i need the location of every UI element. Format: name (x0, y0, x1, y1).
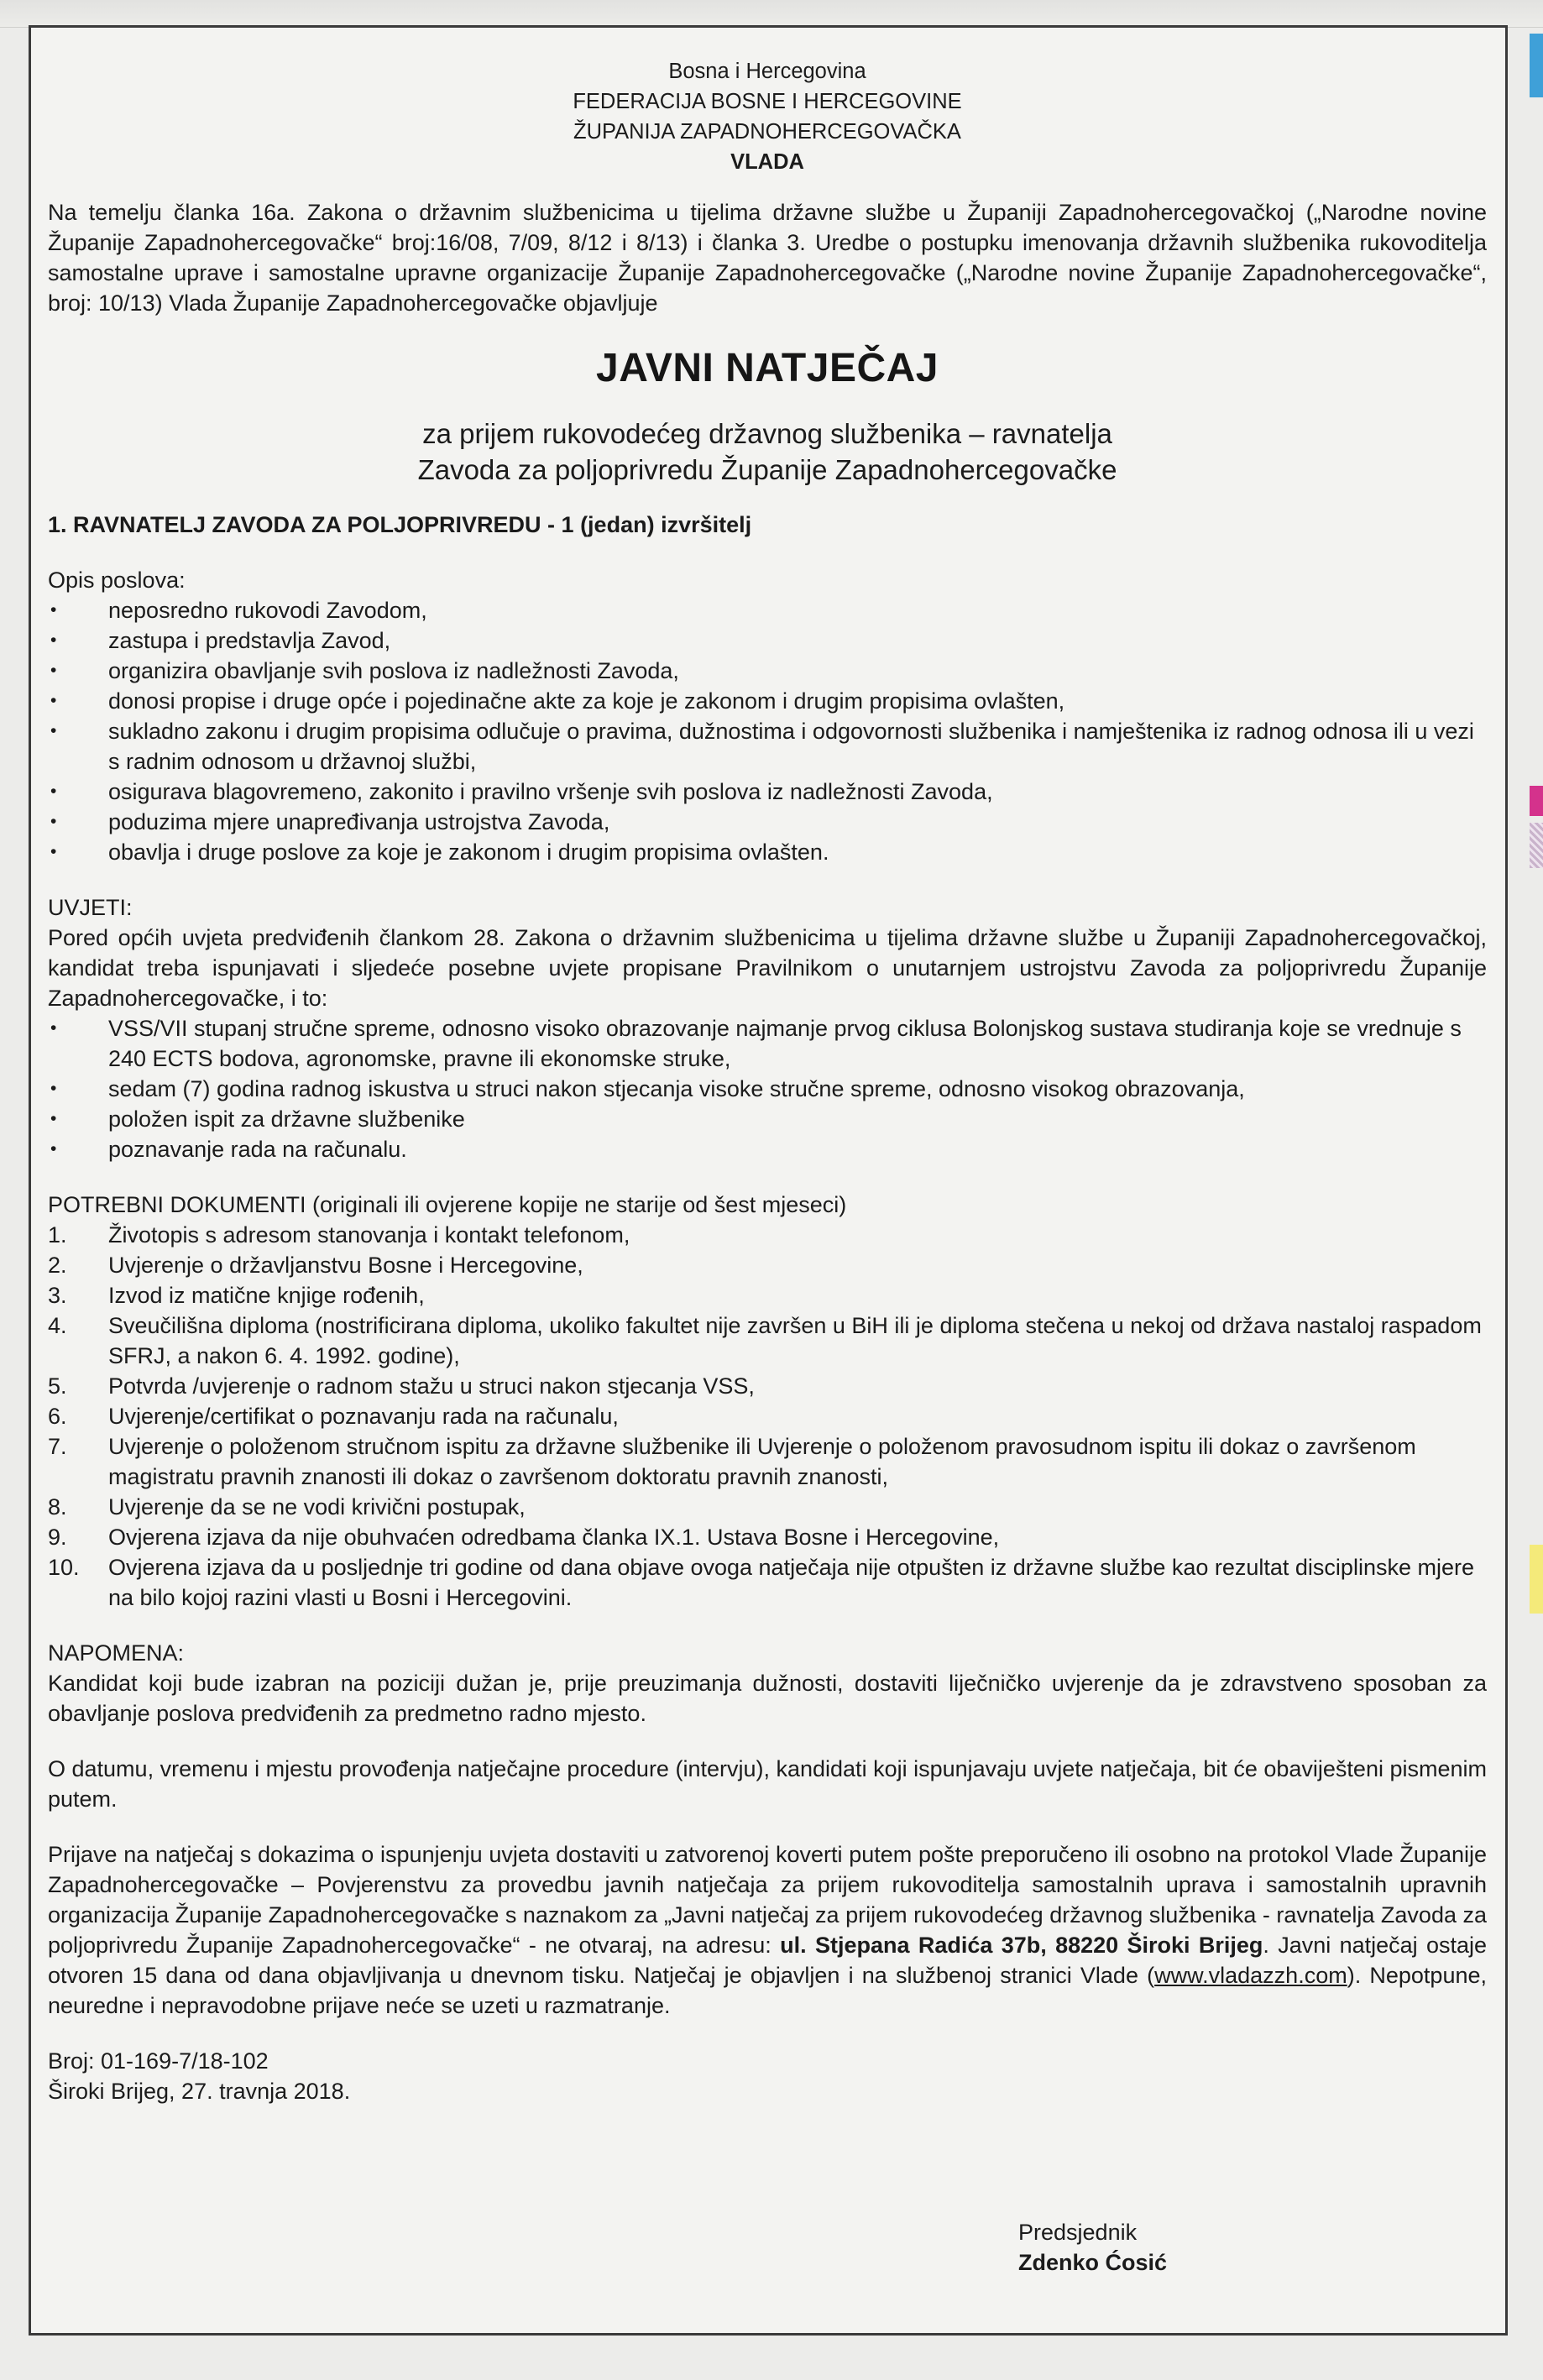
item-number: 2. (48, 1253, 67, 1278)
item-text: Uvjerenje da se ne vodi krivični postupak, (108, 1494, 526, 1520)
list-item: • sukladno zakonu i drugim propisima odlučuje o pravima, dužnostima i odgovornosti službenika i namještenika iz radnog odnosa ili u vezi s radnim odnosom u državnoj službi, (48, 716, 1487, 777)
notice-content (48, 56, 1487, 2106)
print-color-mark-blue (1530, 34, 1543, 97)
item-number: 3. (48, 1283, 67, 1308)
item-number: 9. (48, 1525, 67, 1550)
item-text: Uvjerenje o položenom stručnom ispitu za državne službenike ili Uvjerenje o položenom pravosudnom ispitu ili dokaz o završenom magistratu pravnih znanosti ili dokaz o završenom doktoratu pravnih znanosti, (108, 1434, 1416, 1489)
list-item: • VSS/VII stupanj stručne spreme, odnosno visoko obrazovanje najmanje prvog ciklusa Bolonjskog sustava studiranja koje se vrednuje s 240 ECTS bodova, agronomske, pravne ili ekonomske struke, (48, 1013, 1487, 1074)
list-item: • poznavanje rada na računalu. (48, 1134, 1487, 1164)
list-item (48, 1492, 1487, 1522)
item-text: Uvjerenje/certifikat o poznavanju rada na računalu, (108, 1404, 619, 1429)
list-item: • poduzima mjere unapređivanja ustrojstva Zavoda, (48, 807, 1487, 837)
list-item: • donosi propise i druge opće i pojedinačne akte za koje je zakonom i drugim propisima ovlašten, (48, 686, 1487, 716)
print-color-mark-magenta (1530, 786, 1543, 816)
note-heading: NAPOMENA: (48, 1640, 185, 1666)
documents-section (48, 1190, 1487, 1613)
list-item: • organizira obavljanje svih poslova iz nadležnosti Zavoda, (48, 656, 1487, 686)
conditions-list (48, 1013, 1487, 1164)
list-item: • obavlja i druge poslove za koje je zakonom i drugim propisima ovlašten. (48, 837, 1487, 867)
submission-text-1: Prijave na natječaj s dokazima o ispunjenju uvjeta dostaviti u zatvorenoj koverti putem pošte preporučeno ili osobno na protokol Vlade Županije Zapadnohercegovačke – Povjerenstvu za provedbu javnih natječaja za prijem rukovoditelja samostalnih uprava i samostalnih upravnih organizacija Županije Zapadnohercegovačke s naznakom za „Javni natječaj za prijem rukovodećeg državnog službenika - ravnatelja Zavoda za poljoprivredu Županije Zapadnohercegovačke“ - ne otvaraj, na adresu: (48, 1842, 1487, 1958)
print-registration-pattern (1530, 823, 1543, 868)
item-text: Životopis s adresom stanovanja i kontakt telefonom, (108, 1222, 630, 1248)
documents-list (48, 1220, 1487, 1613)
duties-list (48, 595, 1487, 867)
list-item (48, 1371, 1487, 1401)
header-federation: FEDERACIJA BOSNE I HERCEGOVINE (573, 90, 962, 113)
item-number: 5. (48, 1373, 67, 1399)
item-text: Uvjerenje o državljanstvu Bosne i Hercegovine, (108, 1253, 583, 1278)
submission-paragraph (48, 1839, 1487, 2021)
reference-block (48, 2046, 1487, 2106)
duties-heading: Opis poslova: (48, 568, 186, 593)
item-number: 1. (48, 1222, 67, 1248)
note-paragraph: Kandidat koji bude izabran na poziciji dužan je, prije preuzimanja dužnosti, dostaviti liječničko uvjerenje da je zdravstveno sposoban za obavljanje poslova predviđenih za predmetno radno mjesto. (48, 1671, 1487, 1726)
position-heading: 1. RAVNATELJ ZAVODA ZA POLJOPRIVREDU - 1 (jedan) izvršitelj (48, 512, 752, 537)
header-country: Bosna i Hercegovina (668, 60, 866, 83)
list-item (48, 1431, 1487, 1492)
subtitle-line-1: za prijem rukovodećeg državnog službenika – ravnatelja (422, 418, 1112, 449)
item-text: Ovjerena izjava da u posljednje tri godine od dana objave ovoga natječaja nije otpušten iz državne službe kao rezultat disciplinske mjere na bilo kojoj razini vlasti u Bosni i Hercegovini. (108, 1555, 1474, 1610)
header-government: VLADA (730, 150, 804, 174)
legal-basis-paragraph: Na temelju članka 16a. Zakona o državnim službenicima u tijelima državne službe u Županiji Zapadnohercegovačkoj („Narodne novine Županije Zapadnohercegovačke“ broj:16/08, 7/09, 8/12 i 8/13) i članka 3. Uredbe o postupku imenovanja državnih službenika rukovoditelja samostalne uprave i samostalne upravne organizacije Županije Zapadnohercegovačke („Narodne novine Županije Zapadnohercegovačke“, broj: 10/13) Vlada Županije Zapadnohercegovačke objavljuje (48, 200, 1487, 316)
conditions-section (48, 892, 1487, 1164)
list-item (48, 1552, 1487, 1613)
list-item: • zastupa i predstavlja Zavod, (48, 625, 1487, 656)
item-text: Sveučilišna diploma (nostrificirana diploma, ukoliko fakultet nije završen u BiH ili je diploma stečena u nekoj od država nastaloj raspadom SFRJ, a nakon 6. 4. 1992. godine), (108, 1313, 1482, 1368)
submission-text-2: . Javni natječaj ostaje otvoren 15 dana od dana objavljivanja u dnevnom tisku. Natječaj je objavljen i na službenoj stranici Vlade ( (48, 1933, 1488, 1988)
website-link[interactable]: www.vladazzh.com (1154, 1963, 1347, 1988)
documents-heading: POTREBNI DOKUMENTI (originali ili ovjerene kopije ne starije od šest mjeseci) (48, 1192, 847, 1217)
notice-subtitle (48, 416, 1487, 488)
previous-page-edge (0, 0, 1543, 28)
signature-name: Zdenko Ćosić (1018, 2250, 1168, 2275)
subtitle-line-2: Zavoda za poljoprivredu Županije Zapadnohercegovačke (417, 454, 1117, 485)
conditions-heading: UVJETI: (48, 895, 133, 920)
item-text: Ovjerena izjava da nije obuhvaćen odredbama članka IX.1. Ustava Bosne i Hercegovine, (108, 1525, 1000, 1550)
item-number: 4. (48, 1313, 67, 1338)
procedure-paragraph: O datumu, vremenu i mjestu provođenja natječajne procedure (intervju), kandidati koji ispunjavaju uvjete natječaja, bit će obaviješteni pismenim putem. (48, 1756, 1487, 1812)
item-number: 10. (48, 1555, 80, 1580)
item-text: Izvod iz matične knjige rođenih, (108, 1283, 425, 1308)
list-item: • osigurava blagovremeno, zakonito i pravilno vršenje svih poslova iz nadležnosti Zavoda, (48, 777, 1487, 807)
reference-number: Broj: 01-169-7/18-102 (48, 2048, 269, 2074)
list-item: • sedam (7) godina radnog iskustva u struci nakon stjecanja visoke stručne spreme, odnosno visokog obrazovanja, (48, 1074, 1487, 1104)
print-color-mark-yellow (1530, 1545, 1543, 1614)
item-number: 8. (48, 1494, 67, 1520)
item-text: Potvrda /uvjerenje o radnom stažu u struci nakon stjecanja VSS, (108, 1373, 755, 1399)
reference-date: Široki Brijeg, 27. travnja 2018. (48, 2079, 351, 2104)
issuer-header (48, 56, 1487, 177)
list-item: • položen ispit za državne službenike (48, 1104, 1487, 1134)
header-county: ŽUPANIJA ZAPADNOHERCEGOVAČKA (573, 120, 961, 144)
list-item (48, 1522, 1487, 1552)
submission-text-3: ). Nepotpune, neuredne i nepravodobne prijave neće se uzeti u razmatranje. (48, 1963, 1487, 2018)
notice-frame (29, 25, 1508, 2336)
signature-title: Predsjednik (1018, 2220, 1138, 2245)
item-number: 7. (48, 1434, 67, 1459)
list-item (48, 1250, 1487, 1280)
list-item: • neposredno rukovodi Zavodom, (48, 595, 1487, 625)
list-item (48, 1310, 1487, 1371)
duties-section (48, 565, 1487, 867)
note-section (48, 1638, 1487, 1729)
list-item (48, 1280, 1487, 1310)
notice-title: JAVNI NATJEČAJ (596, 346, 939, 390)
signature-block (1018, 2217, 1167, 2278)
list-item (48, 1220, 1487, 1250)
list-item (48, 1401, 1487, 1431)
submission-address: ul. Stjepana Radića 37b, 88220 Široki Brijeg (780, 1933, 1263, 1958)
conditions-paragraph: Pored općih uvjeta predviđenih člankom 28. Zakona o državnim službenicima u tijelima državne službe u Županiji Zapadnohercegovačkoj, kandidat treba ispunjavati i sljedeće posebne uvjete propisane Pravilnikom o unutarnjem ustrojstvu Zavoda za poljoprivredu Županije Zapadnohercegovačke, i to: (48, 925, 1487, 1011)
item-number: 6. (48, 1404, 67, 1429)
